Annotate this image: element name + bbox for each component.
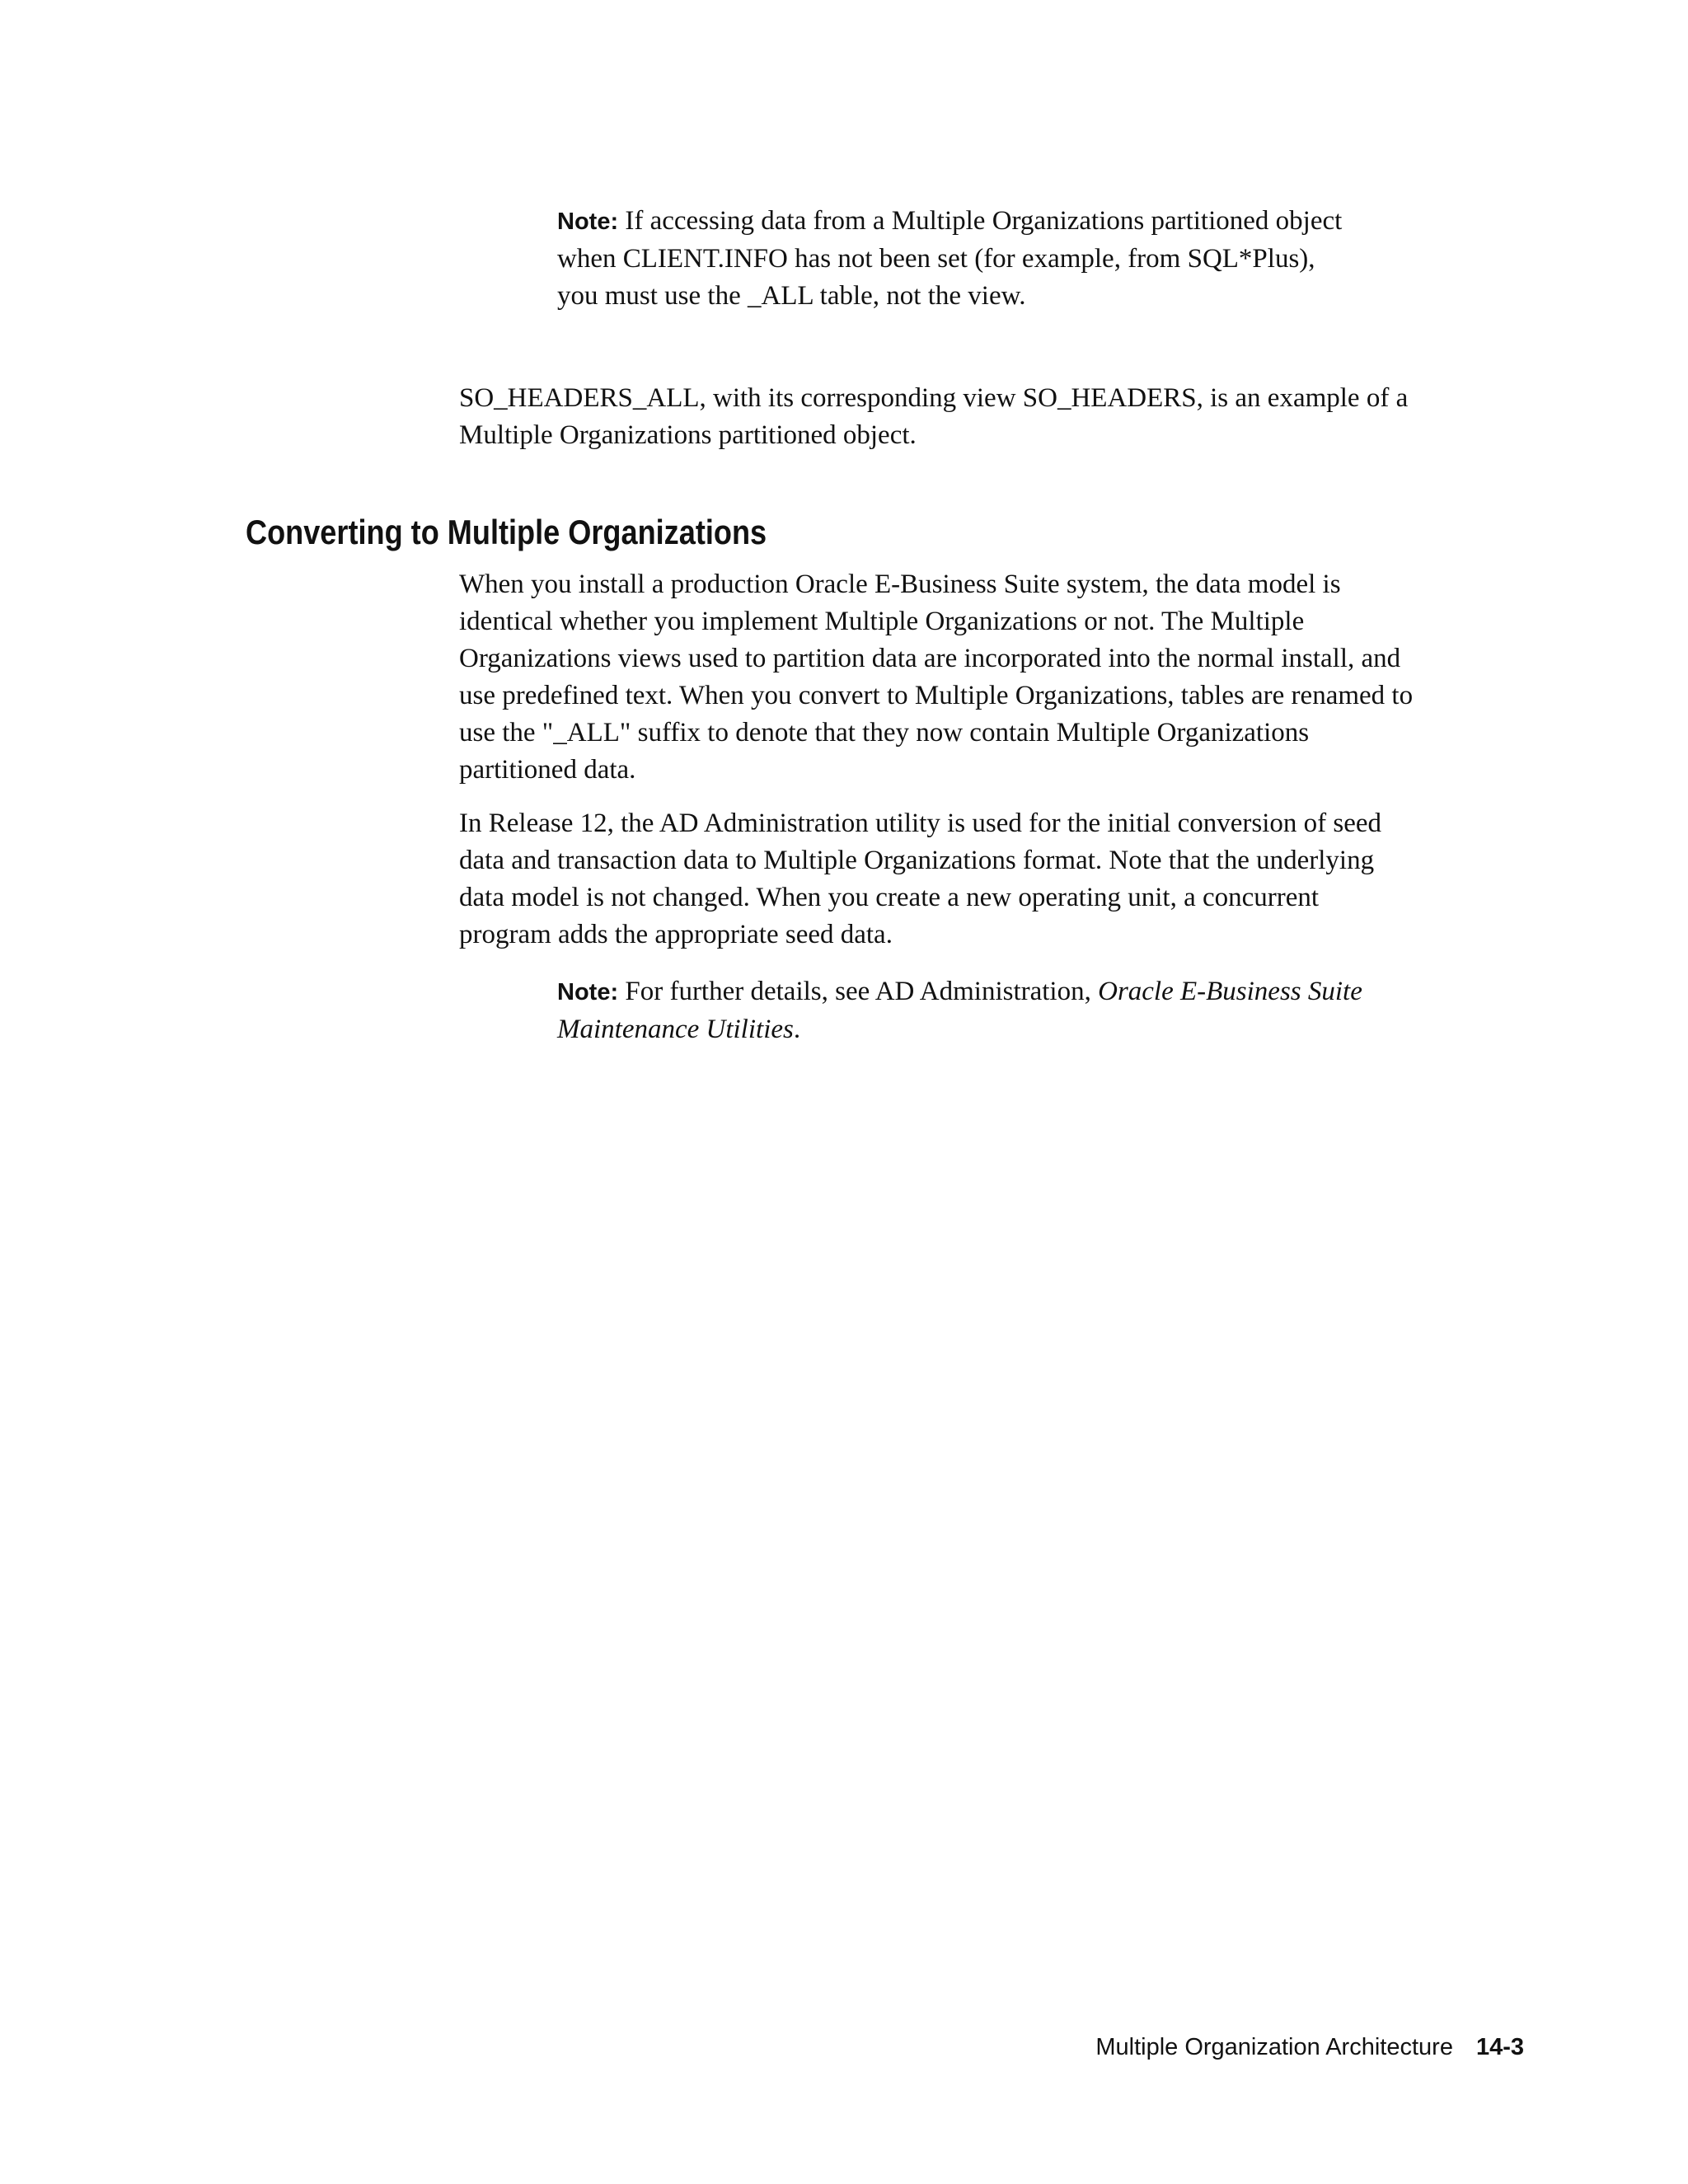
section-heading: Converting to Multiple Organizations	[246, 513, 767, 551]
page-footer	[1095, 2034, 1524, 2061]
note-callout	[557, 203, 1342, 315]
paragraph-line: program adds the appropriate seed data.	[459, 920, 893, 949]
paragraph-line: use predefined text. When you convert to Multiple Organizations, tables are renamed to	[459, 681, 1414, 710]
note-label: Note:	[557, 979, 619, 1005]
paragraph-line: When you install a production Oracle E-Business Suite system, the data model is	[459, 569, 1341, 599]
note-text: you must use the _ALL table, not the view.	[557, 281, 1026, 311]
paragraph-line: Organizations views used to partition data are incorporated into the normal install, and	[459, 644, 1401, 673]
paragraph-line: partitioned data.	[459, 755, 636, 785]
paragraph-line: identical whether you implement Multiple Organizations or not. The Multiple	[459, 607, 1305, 636]
note-text: .	[793, 1015, 801, 1044]
footer-chapter-title: Multiple Organization Architecture	[1095, 2034, 1453, 2060]
note-label: Note:	[557, 209, 619, 235]
note-text: If accessing data from a Multiple Organizations partitioned object	[618, 206, 1343, 236]
paragraph	[459, 380, 1408, 454]
paragraph-line: data model is not changed. When you create a new operating unit, a concurrent	[459, 883, 1320, 912]
paragraph-line: In Release 12, the AD Administration utility is used for the initial conversion of seed	[459, 808, 1382, 838]
paragraph	[459, 805, 1381, 954]
note-callout	[557, 973, 1362, 1048]
paragraph-line: Multiple Organizations partitioned object.	[459, 420, 917, 450]
note-text: For further details, see AD Administration,	[618, 977, 1099, 1006]
paragraph-line: SO_HEADERS_ALL, with its corresponding view SO_HEADERS, is an example of a	[459, 383, 1409, 413]
paragraph-line: use the "_ALL" suffix to denote that they now contain Multiple Organizations	[459, 718, 1310, 748]
book-title: Maintenance Utilities	[557, 1015, 794, 1044]
paragraph-line: data and transaction data to Multiple Organizations format. Note that the underlying	[459, 846, 1375, 875]
note-text: when CLIENT.INFO has not been set (for example, from SQL*Plus),	[557, 244, 1315, 274]
page-number: 14-3	[1475, 2034, 1524, 2060]
book-title: Oracle E-Business Suite	[1098, 977, 1362, 1006]
paragraph	[459, 566, 1413, 789]
